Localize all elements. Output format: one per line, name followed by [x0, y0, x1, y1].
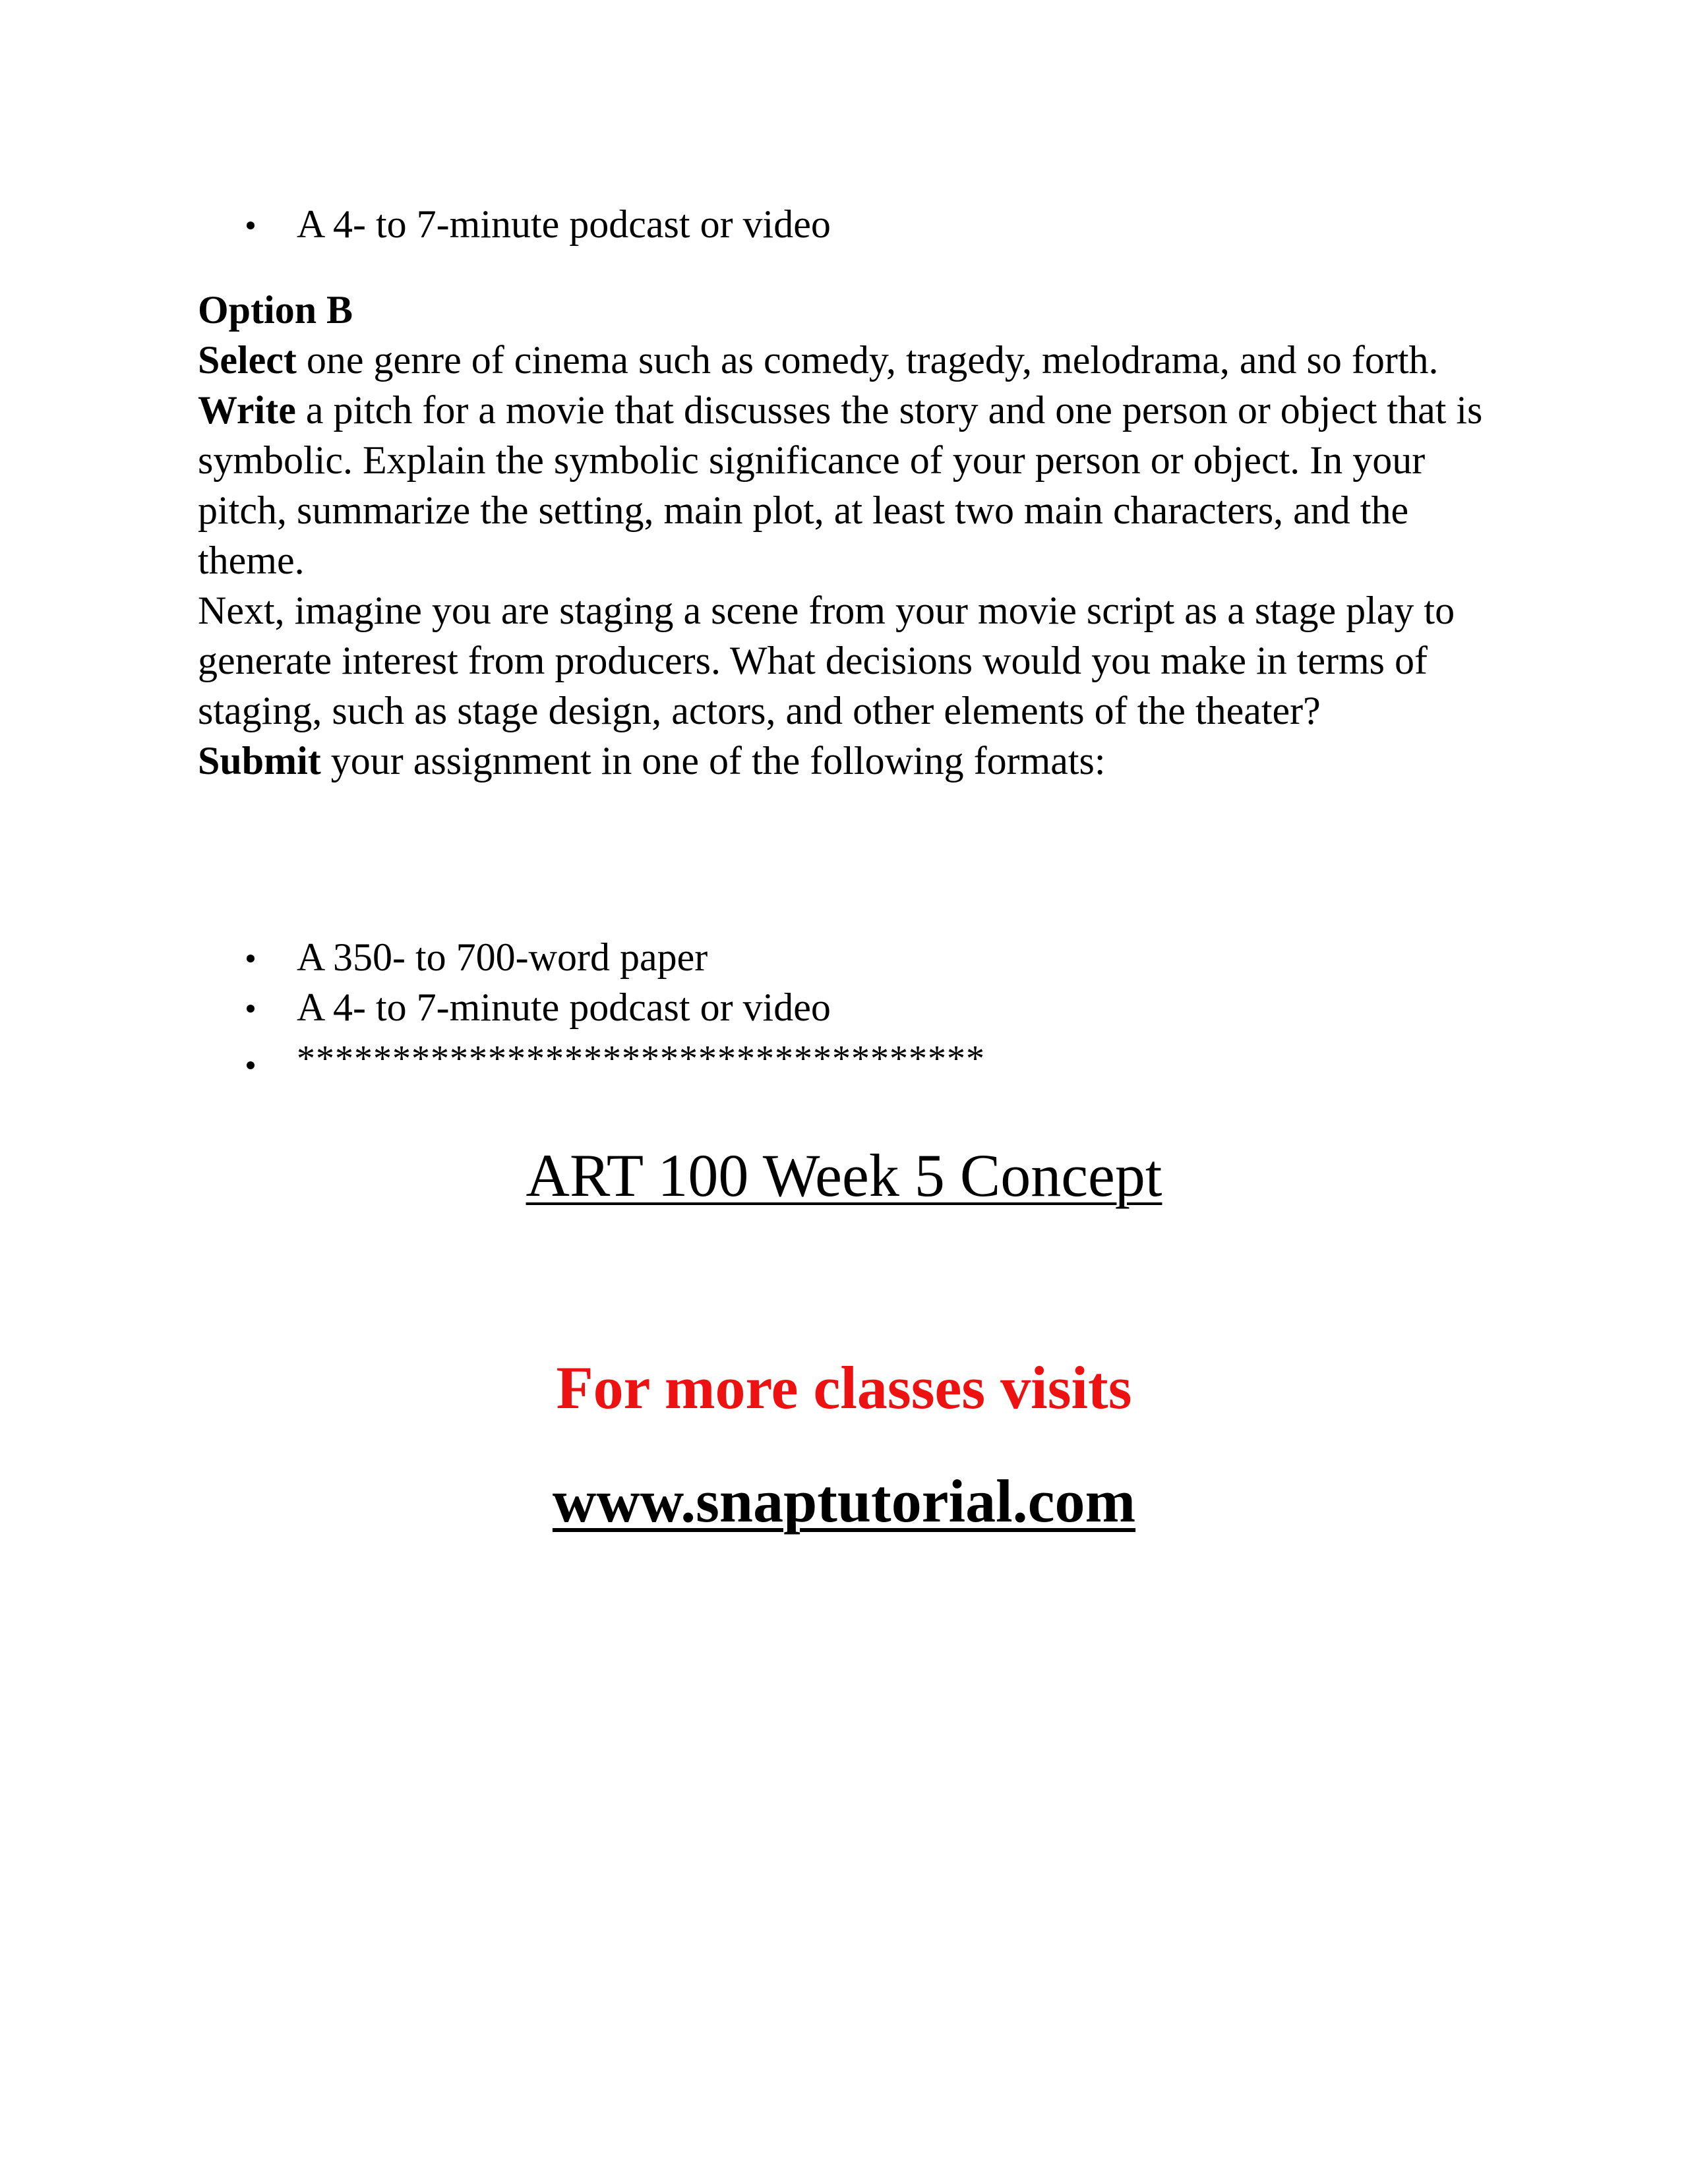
list-item-text: A 4- to 7-minute podcast or video — [297, 986, 831, 1029]
separator-stars: ************************************ — [297, 1038, 985, 1079]
bullet-icon — [247, 1061, 255, 1069]
submit-paragraph — [198, 736, 1503, 786]
option-b-heading: Option B — [198, 288, 353, 332]
site-link-text[interactable]: www.snaptutorial.com — [552, 1467, 1136, 1535]
format-list-top — [198, 199, 1503, 249]
list-item-text: A 4- to 7-minute podcast or video — [297, 202, 831, 246]
list-item — [198, 199, 1503, 249]
bullet-icon — [247, 221, 255, 229]
bullet-icon — [247, 1005, 255, 1013]
write-paragraph — [198, 385, 1503, 585]
document-title — [0, 1139, 1688, 1212]
format-list-bottom — [198, 932, 1503, 1084]
list-item-text: A 350- to 700-word paper — [297, 935, 708, 979]
promo-text: For more classes visits — [556, 1354, 1132, 1421]
site-link[interactable] — [0, 1465, 1688, 1537]
write-lead: Write — [198, 388, 296, 432]
list-item — [198, 982, 1503, 1032]
list-item — [198, 1032, 1503, 1084]
list-item — [198, 932, 1503, 982]
select-paragraph — [198, 335, 1503, 385]
write-text: a pitch for a movie that discusses the story and one person or object that is symbolic. Explain the symbolic significance of your person or object. In your pitch, summarize the setting, main plot, at least two main characters, and the theme. — [198, 388, 1483, 582]
select-lead: Select — [198, 338, 297, 382]
select-text: one genre of cinema such as comedy, tragedy, melodrama, and so forth. — [296, 338, 1439, 382]
bullet-icon — [247, 955, 255, 962]
submit-lead: Submit — [198, 739, 321, 782]
submit-text: your assignment in one of the following formats: — [320, 739, 1106, 782]
option-b-section — [198, 285, 1503, 786]
next-paragraph: Next, imagine you are staging a scene from your movie script as a stage play to generate interest from producers. What decisions would you make in terms of staging, such as stage design, actors, and other elements of the theater? — [198, 589, 1455, 732]
document-title-text: ART 100 Week 5 Concept — [526, 1142, 1162, 1209]
